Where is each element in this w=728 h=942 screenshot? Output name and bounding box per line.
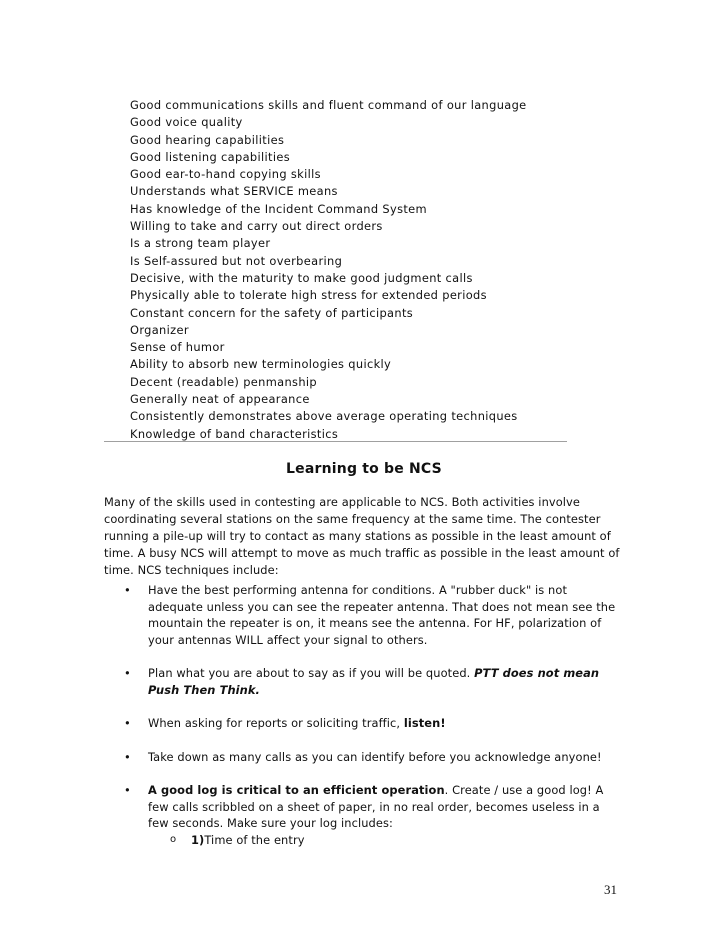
list-item: Physically able to tolerate high stress for extended periods xyxy=(130,288,487,303)
list-item: Knowledge of band characteristics xyxy=(130,426,339,441)
list-item: Is Self-assured but not overbearing xyxy=(130,253,343,268)
skills-list xyxy=(130,97,527,443)
circle-bullet-icon: o xyxy=(170,833,177,845)
sub-item-number: 1) xyxy=(191,832,205,847)
list-item: Good ear-to-hand copying skills xyxy=(130,167,321,182)
list-item xyxy=(104,715,624,732)
bullet-icon: • xyxy=(124,783,131,797)
technique-text: When asking for reports or soliciting traffic, xyxy=(148,716,404,730)
bullet-icon: • xyxy=(124,666,131,680)
list-item: Consistently demonstrates above average operating techniques xyxy=(130,409,518,424)
intro-paragraph: Many of the skills used in contesting are applicable to NCS. Both activities involve coordinating several stations on the same frequency at the same time. The contester running a pile-up will try to contact as many stations as possible in the least amount of time. A busy NCS will attempt to move as much traffic as possible in the least amount of time. NCS techniques include: xyxy=(104,495,620,577)
list-item: Understands what SERVICE means xyxy=(130,184,338,199)
list-item: Good listening capabilities xyxy=(130,149,291,164)
list-item: Sense of humor xyxy=(130,340,225,355)
bullet-icon: • xyxy=(124,583,131,597)
list-item xyxy=(104,665,624,698)
list-item: Ability to absorb new terminologies quickly xyxy=(130,357,392,372)
list-item: Organizer xyxy=(130,322,189,337)
technique-text: Have the best performing antenna for conditions. A "rubber duck" is not adequate unless you can see the repeater antenna. That does not mean see the mountain the repeater is on, it means see the antenna. For HF, polarization of your antennas WILL affect your signal to others. xyxy=(148,583,616,647)
technique-text: Plan what you are about to say as if you will be quoted. xyxy=(148,666,475,680)
section-heading: Learning to be NCS xyxy=(286,461,442,477)
list-item: Has knowledge of the Incident Command System xyxy=(130,201,427,216)
log-contents-list xyxy=(148,832,624,849)
bullet-icon: • xyxy=(124,716,131,730)
list-item xyxy=(104,582,624,648)
list-item xyxy=(104,749,624,766)
technique-emphasis: listen! xyxy=(403,716,446,730)
list-item xyxy=(148,832,624,849)
list-item: Good communications skills and fluent command of our language xyxy=(130,98,527,112)
techniques-list xyxy=(104,582,624,865)
list-item: Decisive, with the maturity to make good judgment calls xyxy=(130,270,473,285)
technique-emphasis: PTT does not mean Push Then Think. xyxy=(148,666,600,697)
list-item: Decent (readable) penmanship xyxy=(130,374,317,389)
list-item xyxy=(104,782,624,848)
bullet-icon: • xyxy=(124,749,131,764)
list-item: Generally neat of appearance xyxy=(130,392,310,407)
horizontal-divider xyxy=(104,441,567,442)
sub-item-text: Time of the entry xyxy=(204,832,305,847)
list-item: Good voice quality xyxy=(130,115,243,130)
technique-text: . Create / use a good log! A few calls scribbled on a sheet of paper, in no real order, becomes useless in a few seconds. Make sure your log includes: xyxy=(148,783,604,830)
list-item: Good hearing capabilities xyxy=(130,132,285,147)
list-item: Is a strong team player xyxy=(130,236,271,251)
page-number: 31 xyxy=(604,882,617,897)
technique-emphasis: A good log is critical to an efficient operation xyxy=(148,783,445,797)
list-item: Constant concern for the safety of participants xyxy=(130,305,414,320)
technique-text: Take down as many calls as you can identify before you acknowledge anyone! xyxy=(148,749,602,764)
list-item: Willing to take and carry out direct orders xyxy=(130,219,383,234)
